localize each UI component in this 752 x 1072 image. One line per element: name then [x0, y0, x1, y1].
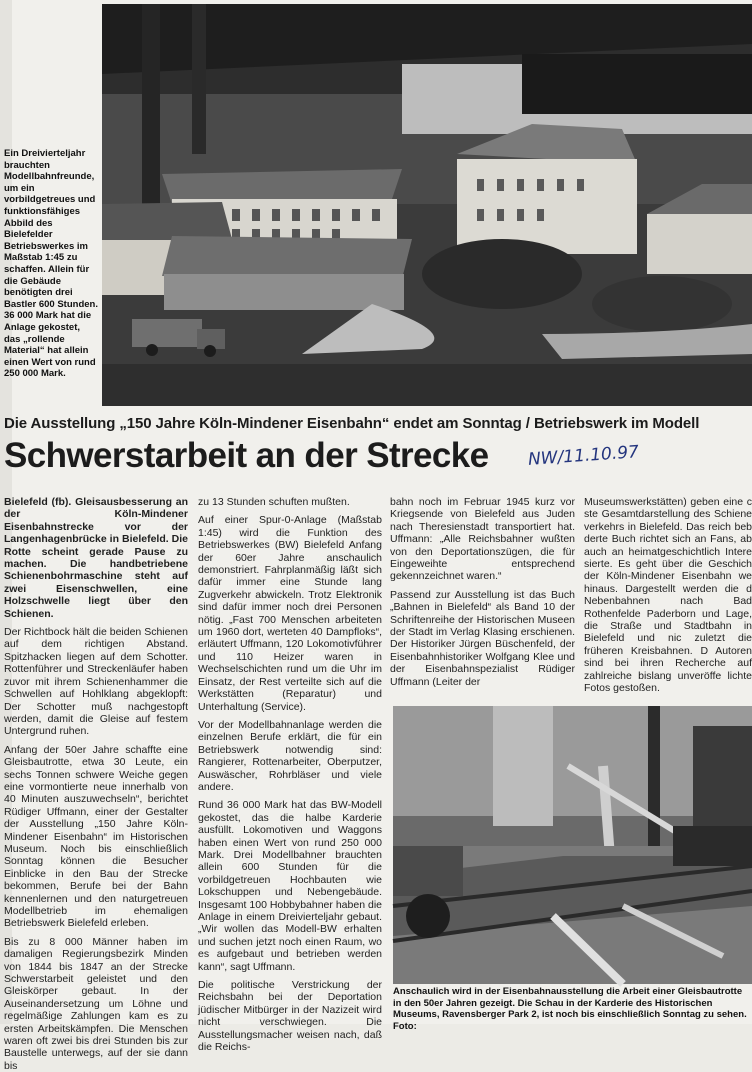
track-workers-exhibit-photo: [393, 706, 752, 984]
photo-caption-bottom: Anschaulich wird in der Eisenbahnausstellung die Arbeit einer Gleisbautrotte in den 50er Jahren gezeigt. Die Schau in der Karderie des Historischen Museums, Ravensberger Park 2, ist noch bis einschließlich Sonntag zu sehen. Foto:: [393, 986, 747, 1032]
model-railway-photo: [102, 4, 752, 406]
paragraph: Auf einer Spur-0-Anlage (Maßstab 1:45) wird die Funktion des Betriebswerkes (BW) Bielefeld Anfang der 60er Jahre anschaulich demonstriert. Fahrplanmäßig läßt sich dafür immer eine Stunde lang Zugverkehr abwickeln. Trotz Elektronik sind dafür immer noch drei Personen nötig. „Fast 700 Menschen arbeiteten um 1960 dort, werteten 40 Dampfloks“, erläutert Uffmann, 120 Lokomotivführer und 110 Heizer waren in Wechselschichten rund um die Uhr im Einsatz, der Rest verteilte sich auf die Werkstätten (Reparatur) und Unterhaltung (Service).: [198, 514, 382, 713]
paragraph: bahn noch im Februar 1945 kurz vor Kriegsende von Bielefeld aus Juden nach Theresienstadt transportiert hat. Uffmann: „Alle Reichsbahner wußten von den Deportationszügen, die für Eingeweihte entsprechend gekennzeichnet waren.“: [390, 496, 575, 583]
paragraph: Rund 36 000 Mark hat das BW-Modell gekostet, das die halbe Karderie ausfüllt. Lokomotiven und Waggons haben einen Wert von rund 250 000 Mark. Drei Modellbahner brauchten allein 600 Stunden für die vorbildgetreuen Hochbauten wie Lokschuppen und Nebengebäude. Insgesamt 100 Hobbybahner haben die Anlage in einem Dreivierteljahr gebaut. „Wir wollen das Modell-BW erhalten und suchen jetzt noch einen Raum, wo es aufgebaut und betrieben werden kann“, sagt Uffmann.: [198, 799, 382, 973]
article-column-3: [390, 496, 575, 704]
article-column-2: [198, 496, 382, 1054]
paragraph: Vor der Modellbahnanlage werden die einzelnen Berufe erklärt, die für ein Betriebswerk notwendig sind: Rangierer, Rottenarbeiter, Oberputzer, Auswäscher, Rohrbläser und viele andere.: [198, 718, 382, 793]
paragraph: Bis zu 8 000 Männer haben im damaligen Regierungsbezirk Minden von 1844 bis 1847 an der Strecke Schwerstarbeit geleistet und den Gleiskörper gebaut. In der Auseinandersetzung um Löhne und regelmäßige Zahlungen kam es zu ersten Arbeitskämpfen. Die Menschen waren oft zwei bis drei Stunden bis zur Baustelle unterwegs, auf der sie dann bis: [4, 935, 188, 1072]
article-column-1: [4, 496, 188, 1072]
kicker-line: Die Ausstellung „150 Jahre Köln-Mindener Eisenbahn“ endet am Sonntag / Betriebswerk im Modell: [4, 415, 700, 432]
paragraph: Der Richtbock hält die beiden Schienen auf dem richtigen Abstand. Spitzhacken liegen auf dem Schotter. Rottenführer und Streckenläufer haben zuvor mit ihrem Schienenhammer die Schwellen auf Hohlklang abgeklopft: Der Schotter muß nachgestopft werden, damit die Gleise auf festem Untergrund ruhen.: [4, 626, 188, 738]
paragraph: Passend zur Ausstellung ist das Buch „Bahnen in Bielefeld“ als Band 10 der Schriftenreihe der Historischen Museen der Stadt im Verlag Klasing erschienen. Der Historiker Jürgen Büschenfeld, der Eisenbahnhistoriker Wolfgang Klee und der Eisenbahnspezialist Rüdiger Uffmann (Leiter der: [390, 588, 575, 688]
paragraph: Anfang der 50er Jahre schaffte eine Gleisbautrotte, etwa 30 Leute, ein sechs Tonnen schwere Weiche gegen eine vormontierte neue innerhalb von 40 Minuten auszuwechseln“, berichtet Rüdiger Uffmann, einer der Gestalter der Ausstellung „150 Jahre Köln-Mindener Eisenbahn“ im Historischen Museum. Noch bis einschließlich Sonntag können die Besucher Einblicke in den Bau der Strecke bekommen, Berufe bei der Bahn kennenlernen und den naturgetreuen Modellbetrieb im ehemaligen Betriebswerk Bielefeld erleben.: [4, 743, 188, 930]
photo-caption-side: Ein Dreivierteljahr brauchten Modellbahnfreunde, um ein vorbildgetreues und funktionsfähiges Abbild des Bielefelder Betriebswerkes im Maßstab 1:45 zu schaffen. Allein für die Gebäude benötigten drei Bastler 600 Stunden. 36 000 Mark hat die Anlage gekostet, das „rollende Material“ hat allein einen Wert von rund 250 000 Mark.: [4, 148, 98, 380]
paragraph: zu 13 Stunden schuften mußten.: [198, 496, 350, 508]
article-column-4: [584, 496, 752, 704]
paragraph: Die politische Verstrickung der Reichsbahn bei der Deportation jüdischer Mitbürger in der Nazizeit wird nicht verschwiegen. Die Ausstellungsmacher weisen nach, daß die Reichs-: [198, 979, 382, 1054]
article-lead: Bielefeld (fb). Gleisausbesserung an der Köln-Mindener Eisenbahnstrecke vor der Langenhagenbrücke in Bielefeld. Die Rotte scheint gerade Pause zu machen. Die handbetriebene Schienenbohrmaschine steht auf zwei Eisenschwellen, eine Holzschwelle liegt über den Schienen.: [4, 496, 188, 620]
handwritten-date-note: NW/11.10.97: [527, 442, 640, 470]
paragraph: Museumswerkstätten) geben eine c ste Gesamtdarstellung des Schiene verkehrs in Bielefeld. Das reich beb derte Buch richtet sich an Fans, ab auch an heimatgeschichtlich Intere sierte. Es geht über die Geschich der Köln-Mindener Eisenbahn we hinaus. Dargestellt werden die d Nebenbahnen nach Bad Rothenfelde Paderborn und Lage, die Straße und Stadtbahn in Bielefeld und nic zuletzt die früheren Kreisbahnen. D Autoren sind bei ihren Recherche auf zahlreiche bislang unveröffe lichte Fotos gestoßen.: [584, 496, 752, 695]
headline: Schwerstarbeit an der Strecke: [4, 436, 489, 475]
